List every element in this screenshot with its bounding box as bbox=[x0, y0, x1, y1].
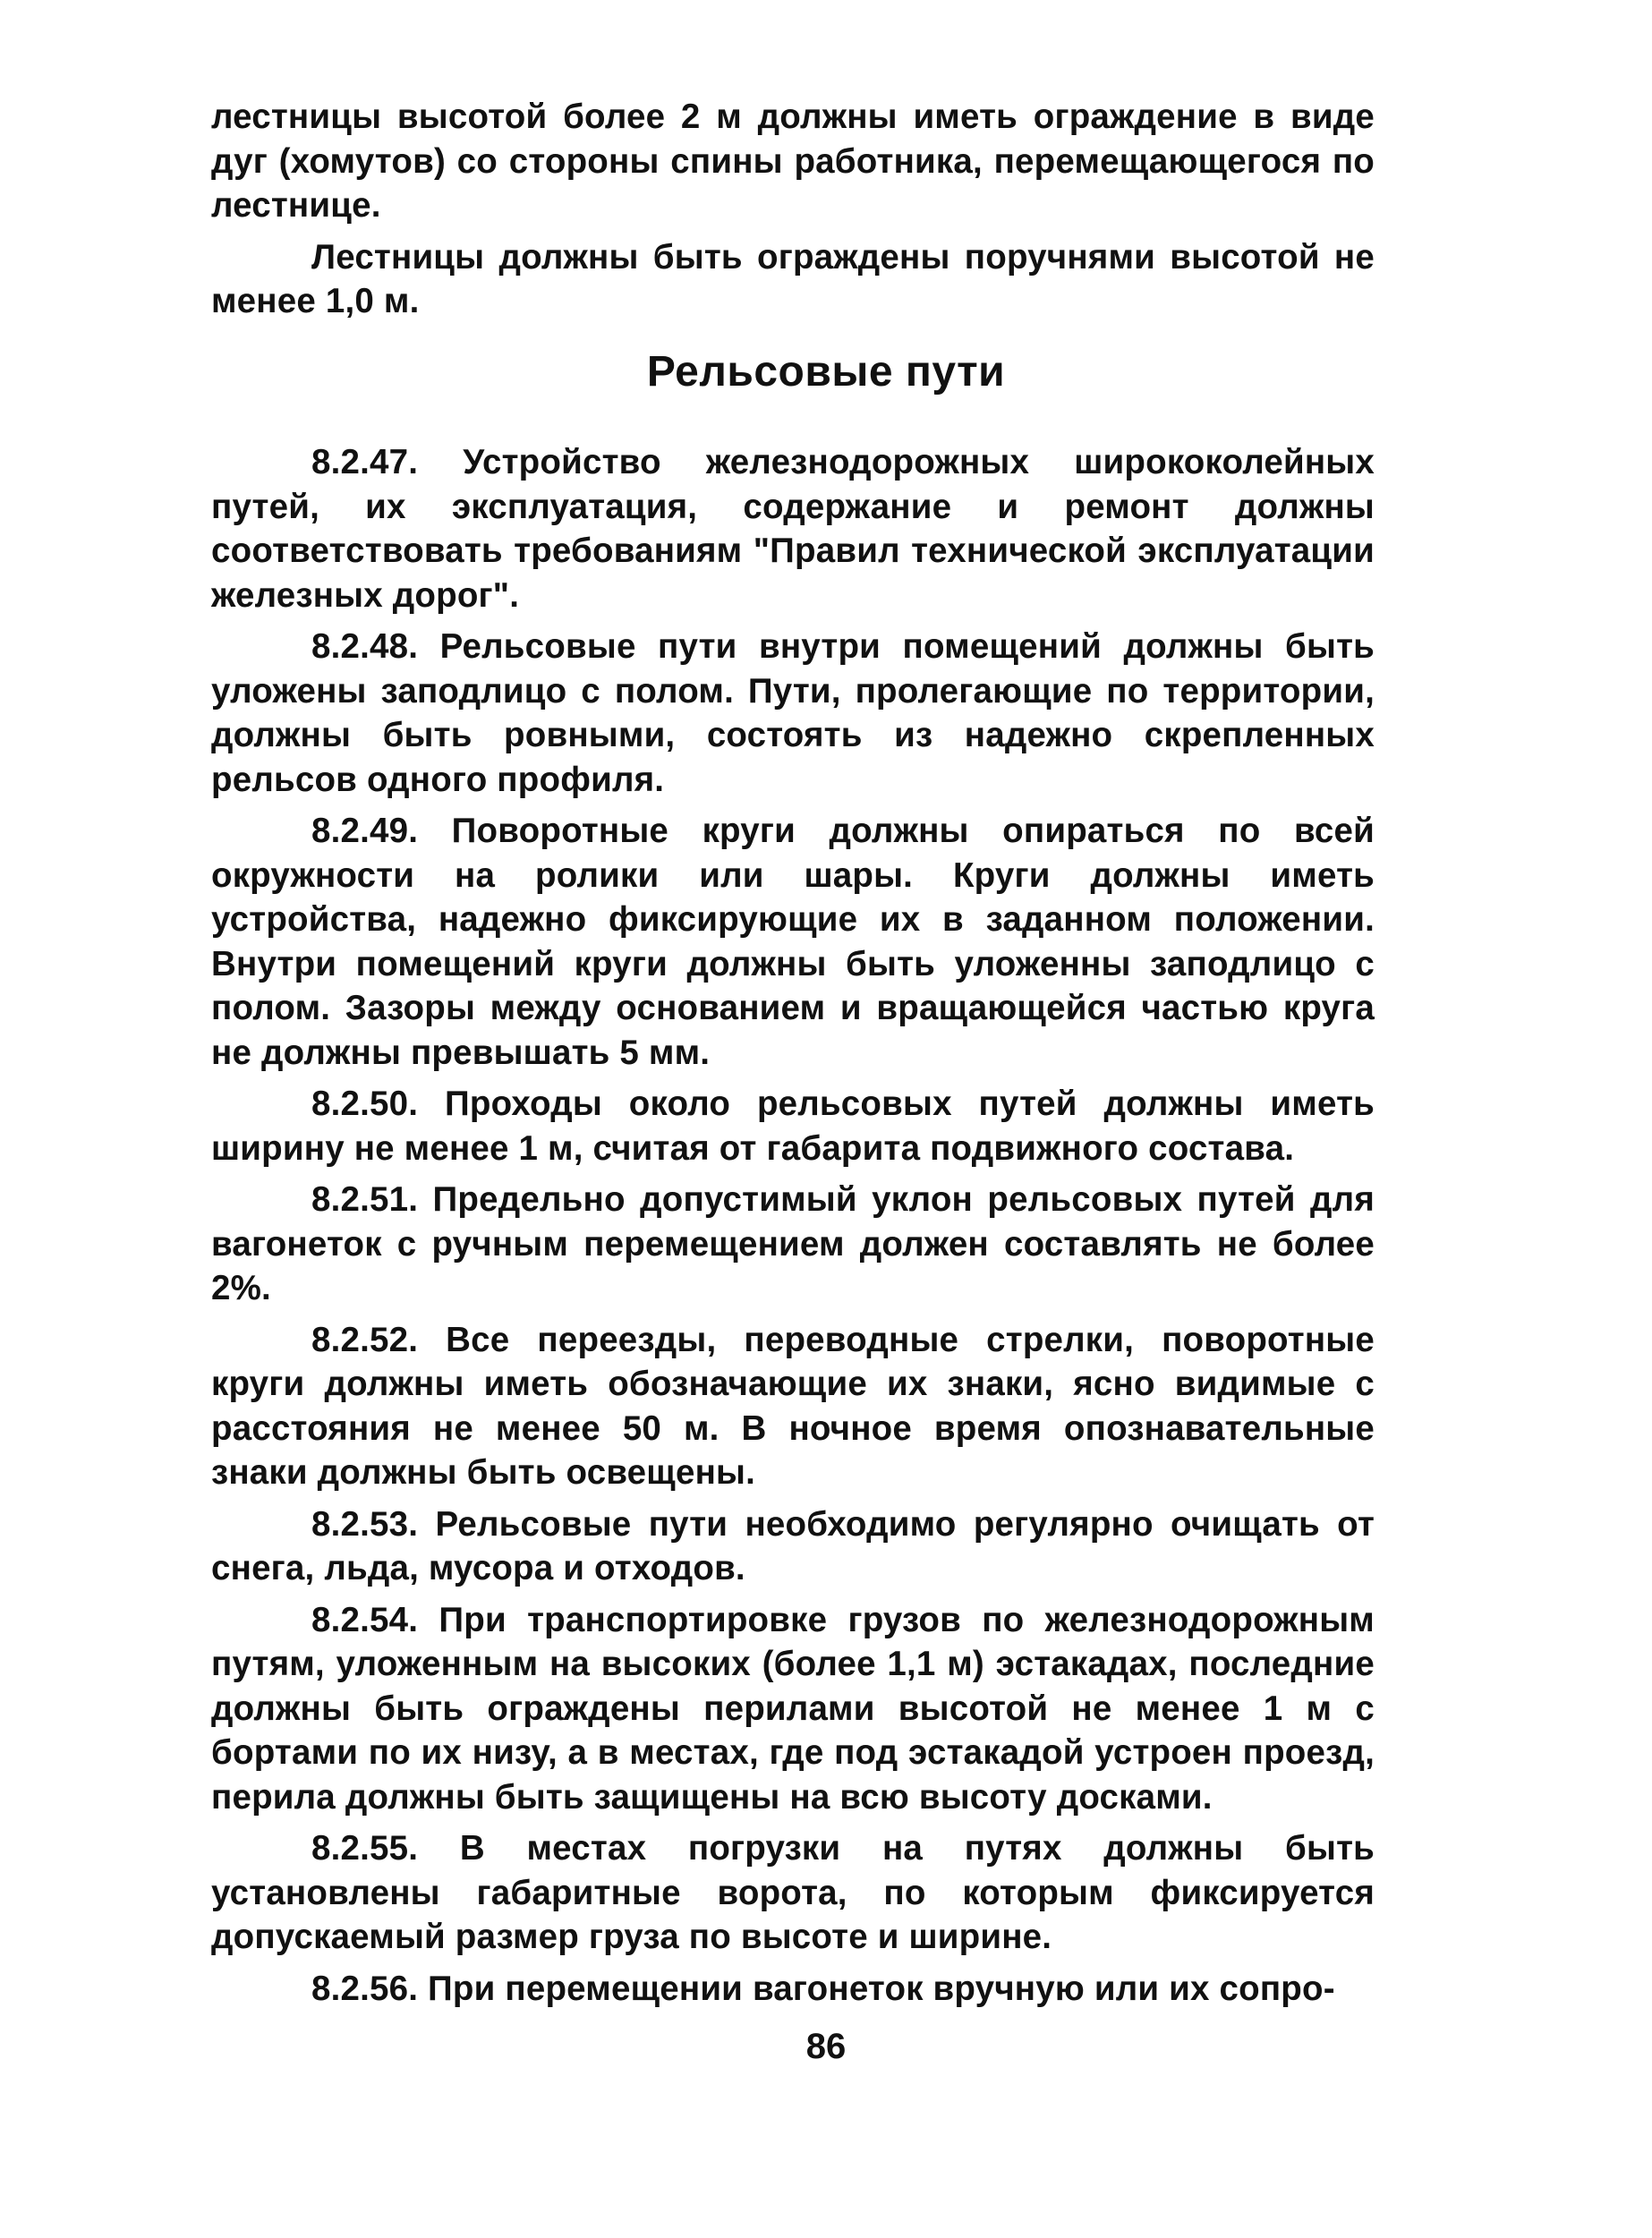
clause-8-2-55: 8.2.55. В местах погрузки на путях должны быть установлены габаритные ворота, по которым фиксируется допускаемый размер груза по высоте и ширине. bbox=[211, 1829, 1375, 1956]
clause-8-2-52: 8.2.52. Все переезды, переводные стрелки, поворотные круги должны иметь обозначающие их знаки, ясно видимые с расстояния не менее 50 м. В ночное время опознавательные знаки должны быть освещены. bbox=[211, 1320, 1375, 1492]
section-heading: Рельсовые пути bbox=[646, 348, 1006, 396]
clause-8-2-48: 8.2.48. Рельсовые пути внутри помещений должны быть уложены заподлицо с полом. Пути, пролегающие по территории, должны быть ровными, состоять из надежно скрепленных рельсов одного профиля. bbox=[211, 627, 1375, 799]
clause-8-2-50: 8.2.50. Проходы около рельсовых путей должны иметь ширину не менее 1 м, считая от габарита подвижного состава. bbox=[211, 1085, 1375, 1168]
handrail-paragraph: Лестницы должны быть ограждены поручнями высотой не менее 1,0 м. bbox=[211, 237, 1375, 320]
clause-8-2-47: 8.2.47. Устройство железнодорожных ширококолейных путей, их эксплуатация, содержание и ремонт должны соответствовать требованиям "Правил технической эксплуатации железных дорог". bbox=[211, 443, 1375, 615]
clause-8-2-56: 8.2.56. При перемещении вагонеток вручную или их сопро- bbox=[311, 1969, 1335, 2008]
page-number: 86 bbox=[805, 2027, 847, 2066]
continued-paragraph: лестницы высотой более 2 м должны иметь ограждение в виде дуг (хомутов) со стороны спины работника, перемещающегося по лестнице. bbox=[211, 98, 1375, 225]
section-text-block bbox=[211, 440, 1375, 2011]
clause-8-2-49: 8.2.49. Поворотные круги должны опираться по всей окружности на ролики или шары. Круги должны иметь устройства, надежно фиксирующие их в заданном положении. Внутри помещений круги должны быть уложенны заподлицо с полом. Зазоры между основанием и вращающейся частью круга не должны превышать 5 мм. bbox=[211, 812, 1375, 1072]
clause-8-2-54: 8.2.54. При транспортировке грузов по железнодорожным путям, уложенным на высоких (более 1,1 м) эстакадах, последние должны быть ограждены перилами высотой не менее 1 м с бортами по их низу, а в местах, где под эстакадой устроен проезд, перила должны быть защищены на всю высоту досками. bbox=[211, 1600, 1375, 1817]
clause-8-2-53: 8.2.53. Рельсовые пути необходимо регулярно очищать от снега, льда, мусора и отходов. bbox=[211, 1504, 1375, 1587]
clause-8-2-51: 8.2.51. Предельно допустимый уклон рельсовых путей для вагонеток с ручным перемещением должен составлять не более 2%. bbox=[211, 1180, 1375, 1307]
intro-text-block bbox=[211, 95, 1375, 324]
